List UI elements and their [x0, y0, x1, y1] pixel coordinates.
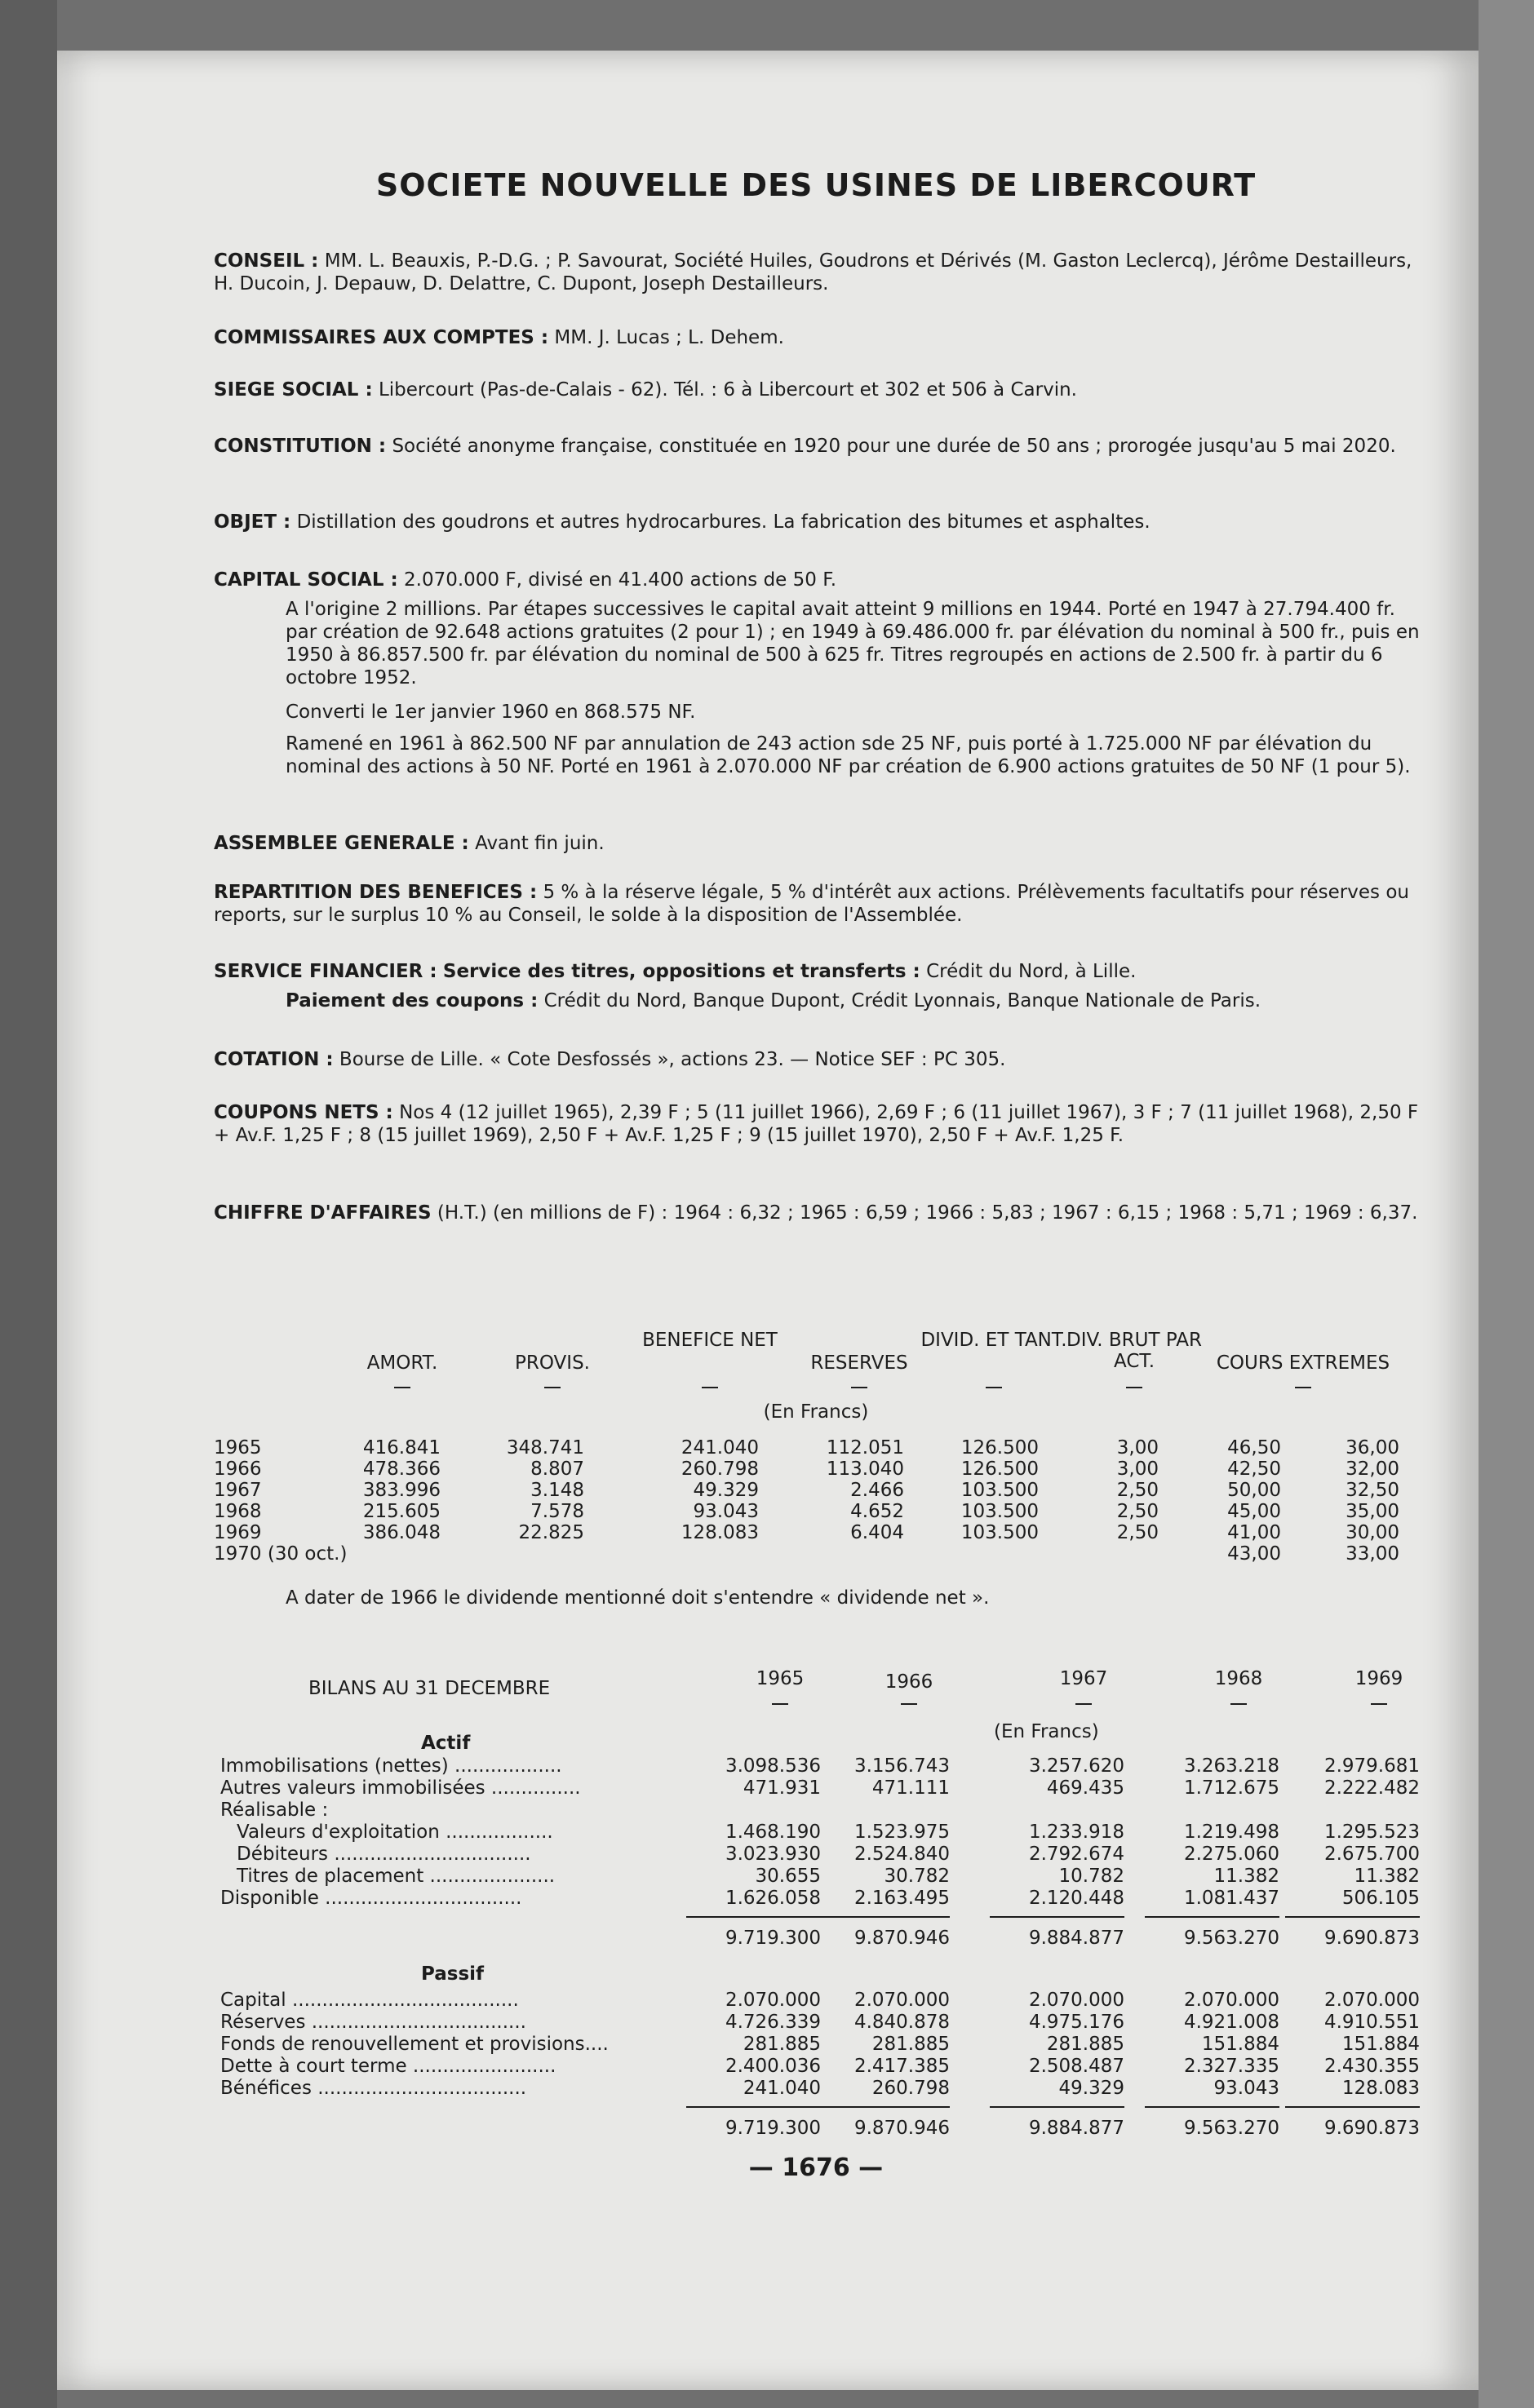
- subtotal-rule: [990, 2106, 1124, 2108]
- subtotal-rule: [686, 1916, 821, 1918]
- balance-cell: 11.382: [1354, 1866, 1420, 1887]
- year-header: 1965: [756, 1668, 805, 1689]
- table-cell: 3,00: [1116, 1459, 1159, 1480]
- balance-cell: 2.327.335: [1183, 2056, 1279, 2077]
- actif-total: 9.870.946: [853, 1928, 950, 1949]
- row-year: 1969: [214, 1522, 262, 1543]
- table-cell: 50,00: [1227, 1480, 1281, 1501]
- table-cell: 45,00: [1227, 1501, 1281, 1522]
- balance-cell: 93.043: [1213, 2078, 1279, 2099]
- balance-line-label: Bénéfices ...................................: [220, 2078, 527, 2099]
- balance-cell: 2.430.355: [1323, 2056, 1420, 2077]
- balance-cell: 2.070.000: [1183, 1990, 1279, 2011]
- section-constitution: [214, 435, 1420, 458]
- balance-cell: 2.524.840: [853, 1844, 950, 1865]
- section-commissaires: [214, 326, 1420, 349]
- header-dash: [702, 1387, 718, 1388]
- header-dash: [851, 1387, 867, 1388]
- actif-label: Actif: [421, 1733, 471, 1754]
- row-year: 1970 (30 oct.): [214, 1543, 348, 1565]
- header-dash: [394, 1387, 410, 1388]
- balance-cell: 2.792.674: [1028, 1844, 1124, 1865]
- balance-cell: 1.468.190: [725, 1821, 821, 1843]
- table-cell: 348.741: [506, 1437, 584, 1459]
- year-dash: [1075, 1703, 1092, 1705]
- table-header: AMORT.: [366, 1352, 438, 1374]
- header-dash: [986, 1387, 1002, 1388]
- table-cell: 215.605: [362, 1501, 441, 1522]
- balance-cell: 1.295.523: [1323, 1821, 1420, 1843]
- year-header: 1967: [1059, 1668, 1108, 1689]
- year-dash: [1371, 1703, 1387, 1705]
- balance-cell: 471.111: [871, 1777, 950, 1799]
- table-cell: 36,00: [1346, 1437, 1399, 1459]
- table-cell: 2,50: [1116, 1501, 1159, 1522]
- table-cell: 46,50: [1227, 1437, 1281, 1459]
- repartition-label: REPARTITION DES BENEFICES :: [214, 882, 538, 903]
- capital-reduction: Ramené en 1961 à 862.500 NF par annulation de 243 action sde 25 NF, puis porté à 1.725.000 NF par élévation du nominal des actions à 50 NF. Porté en 1961 à 2.070.000 NF par création de 6.900 actions gratuites de 50 NF (1 pour 5).: [286, 733, 1411, 777]
- table-cell: 49.329: [693, 1480, 759, 1501]
- row-year: 1967: [214, 1480, 262, 1501]
- passif-total: 9.719.300: [725, 2118, 821, 2139]
- balance-line-label: Réserves ....................................: [220, 2012, 526, 2033]
- table-cell: 103.500: [960, 1480, 1039, 1501]
- balance-line-label: Titres de placement .....................: [237, 1866, 556, 1887]
- balance-cell: 3.257.620: [1028, 1755, 1124, 1777]
- section-siege: [214, 378, 1420, 401]
- balance-line-label: Capital ......................................: [220, 1990, 519, 2011]
- year-dash: [1230, 1703, 1247, 1705]
- coupons-payment-label: Paiement des coupons :: [286, 990, 539, 1011]
- table-cell: 43,00: [1227, 1543, 1281, 1565]
- balance-cell: 1.523.975: [853, 1821, 950, 1843]
- actif-total: 9.690.873: [1323, 1928, 1420, 1949]
- balance-cell: 4.726.339: [725, 2012, 821, 2033]
- balance-line-label: Valeurs d'exploitation ..................: [237, 1821, 553, 1843]
- assemblee-label: ASSEMBLEE GENERALE :: [214, 833, 469, 854]
- capital-history: A l'origine 2 millions. Par étapes successives le capital avait atteint 9 millions en 1944. Porté en 1947 à 27.794.400 fr. par création de 92.648 actions gratuites (2 pour 1) ; en 1949 à 69.486.000 fr. par élévation du nominal à 500 fr., puis en 1950 à 86.857.500 fr. par élévation du nominal de 500 à 625 fr. Titres regroupés en actions de 2.500 fr. à partir du 6 octobre 1952.: [286, 599, 1420, 688]
- table-cell: 35,00: [1346, 1501, 1399, 1522]
- balance-cell: 260.798: [871, 2078, 950, 2099]
- table-cell: 126.500: [960, 1437, 1039, 1459]
- balance-line-label: Réalisable :: [220, 1799, 329, 1821]
- capital-conversion: Converti le 1er janvier 1960 en 868.575 NF.: [286, 702, 696, 723]
- subtotal-rule: [990, 1916, 1124, 1918]
- table-header: RESERVES: [810, 1352, 908, 1374]
- section-capital: [214, 569, 1420, 591]
- capital-label: CAPITAL SOCIAL :: [214, 569, 398, 591]
- balance-cell: 1.233.918: [1028, 1821, 1124, 1843]
- section-service: [214, 960, 1420, 983]
- table-cell: 2.466: [850, 1480, 904, 1501]
- subtotal-rule: [1285, 1916, 1420, 1918]
- balance-cell: 2.070.000: [725, 1990, 821, 2011]
- chiffre-text: (H.T.) (en millions de F) : 1964 : 6,32 ; 1965 : 6,59 ; 1966 : 5,83 ; 1967 : 6,15 ; 1968 : 5,71 ; 1969 : 6,37.: [437, 1202, 1418, 1224]
- table-cell: 2,50: [1116, 1522, 1159, 1543]
- actif-total: 9.719.300: [725, 1928, 821, 1949]
- balance-cell: 49.329: [1058, 2078, 1124, 2099]
- balance-cell: 2.070.000: [853, 1990, 950, 2011]
- table-cell: 32,00: [1346, 1459, 1399, 1480]
- table-header: COURS EXTREMES: [1216, 1352, 1390, 1374]
- table-cell: 93.043: [693, 1501, 759, 1522]
- table-cell: 32,50: [1346, 1480, 1399, 1501]
- table-cell: 112.051: [826, 1437, 904, 1459]
- table-cell: 7.578: [530, 1501, 584, 1522]
- page-number: — 1676 —: [748, 2153, 884, 2182]
- subtotal-rule: [1285, 2106, 1420, 2108]
- balance-cell: 3.098.536: [725, 1755, 821, 1777]
- header-dash: [1295, 1387, 1311, 1388]
- table-cell: 383.996: [362, 1480, 441, 1501]
- table-cell: 113.040: [826, 1459, 904, 1480]
- conseil-label: CONSEIL :: [214, 250, 319, 272]
- siege-text: Libercourt (Pas-de-Calais - 62). Tél. : 6 à Libercourt et 302 et 506 à Carvin.: [378, 379, 1077, 401]
- coupons-payment-text: Crédit du Nord, Banque Dupont, Crédit Lyonnais, Banque Nationale de Paris.: [543, 990, 1261, 1011]
- balance-cell: 2.508.487: [1028, 2056, 1124, 2077]
- balance-cell: 241.040: [743, 2078, 821, 2099]
- balance-cell: 151.884: [1201, 2034, 1279, 2055]
- table-cell: 416.841: [362, 1437, 441, 1459]
- table-cell: 478.366: [362, 1459, 441, 1480]
- balance-line-label: Débiteurs .................................: [237, 1844, 531, 1865]
- table-cell: 42,50: [1227, 1459, 1281, 1480]
- table-header: DIV. BRUT PAR ACT.: [1066, 1330, 1202, 1372]
- balance-cell: 4.975.176: [1028, 2012, 1124, 2033]
- balance-cell: 11.382: [1213, 1866, 1279, 1887]
- year-dash: [901, 1703, 917, 1705]
- capital-text: 2.070.000 F, divisé en 41.400 actions de 50 F.: [404, 569, 837, 591]
- table-cell: 386.048: [362, 1522, 441, 1543]
- row-year: 1966: [214, 1459, 262, 1480]
- balance-cell: 281.885: [743, 2034, 821, 2055]
- balance-cell: 2.163.495: [853, 1888, 950, 1909]
- passif-total: 9.690.873: [1323, 2118, 1420, 2139]
- balance-cell: 281.885: [871, 2034, 950, 2055]
- table-cell: 8.807: [530, 1459, 584, 1480]
- balance-cell: 1.081.437: [1183, 1888, 1279, 1909]
- year-header: 1968: [1214, 1668, 1263, 1689]
- service-coupons: [286, 989, 1420, 1012]
- table-cell: 126.500: [960, 1459, 1039, 1480]
- subtotal-rule: [1145, 2106, 1279, 2108]
- table-cell: 4.652: [850, 1501, 904, 1522]
- assemblee-text: Avant fin juin.: [475, 833, 605, 854]
- subtotal-rule: [1145, 1916, 1279, 1918]
- balance-line-label: Autres valeurs immobilisées ...............: [220, 1777, 581, 1799]
- repartition-text: 5 % à la réserve légale, 5 % d'intérêt aux actions. Prélèvements facultatifs pour réserves ou reports, sur le surplus 10 % au Conseil, le solde à la disposition de l'Assemblée.: [214, 882, 1409, 926]
- balance-cell: 2.417.385: [853, 2056, 950, 2077]
- balance-cell: 2.275.060: [1183, 1844, 1279, 1865]
- table-cell: 103.500: [960, 1501, 1039, 1522]
- balance-cell: 506.105: [1341, 1888, 1420, 1909]
- coupons-label: COUPONS NETS :: [214, 1102, 393, 1123]
- table-cell: 6.404: [850, 1522, 904, 1543]
- table-header: PROVIS.: [515, 1352, 590, 1374]
- table-header: BENEFICE NET: [642, 1330, 778, 1351]
- balance-cell: 128.083: [1341, 2078, 1420, 2099]
- balance-cell: 10.782: [1058, 1866, 1124, 1887]
- balance-line-label: Dette à court terme ........................: [220, 2056, 556, 2077]
- commissaires-label: COMMISSAIRES AUX COMPTES :: [214, 327, 549, 348]
- balance-cell: 1.626.058: [725, 1888, 821, 1909]
- passif-label: Passif: [421, 1963, 485, 1985]
- section-assemblee: [214, 832, 1420, 855]
- balance-cell: 2.979.681: [1323, 1755, 1420, 1777]
- header-dash: [1126, 1387, 1142, 1388]
- objet-label: OBJET :: [214, 511, 291, 533]
- commissaires-text: MM. J. Lucas ; L. Dehem.: [554, 327, 784, 348]
- balance-cell: 1.712.675: [1183, 1777, 1279, 1799]
- header-dash: [544, 1387, 561, 1388]
- table-cell: 33,00: [1346, 1543, 1399, 1565]
- balance-cell: 2.070.000: [1323, 1990, 1420, 2011]
- balance-cell: 2.120.448: [1028, 1888, 1124, 1909]
- section-chiffre: [214, 1202, 1420, 1224]
- section-objet: [214, 511, 1420, 533]
- scan-left-edge: [0, 0, 57, 2408]
- service-text: Crédit du Nord, à Lille.: [926, 961, 1137, 982]
- section-repartition: [214, 881, 1420, 927]
- service-label: SERVICE FINANCIER :: [214, 961, 437, 982]
- balance-unit: (En Francs): [994, 1721, 1099, 1742]
- cotation-text: Bourse de Lille. « Cote Desfossés », actions 23. — Notice SEF : PC 305.: [339, 1049, 1006, 1070]
- service-sublabel: Service des titres, oppositions et transferts :: [442, 961, 920, 982]
- year-dash: [772, 1703, 788, 1705]
- page-title: SOCIETE NOUVELLE DES USINES DE LIBERCOURT: [375, 167, 1257, 203]
- dividend-note: A dater de 1966 le dividende mentionné doit s'entendre « dividende net ».: [286, 1587, 990, 1609]
- actif-total: 9.563.270: [1183, 1928, 1279, 1949]
- year-header: 1966: [884, 1671, 933, 1693]
- balance-cell: 151.884: [1341, 2034, 1420, 2055]
- siege-label: SIEGE SOCIAL :: [214, 379, 373, 401]
- conseil-text: MM. L. Beauxis, P.-D.G. ; P. Savourat, Société Huiles, Goudrons et Dérivés (M. Gaston Leclercq), Jérôme Destailleurs, H. Ducoin, J. Depauw, D. Delattre, C. Dupont, Joseph Destailleurs.: [214, 250, 1412, 294]
- balance-cell: 469.435: [1046, 1777, 1124, 1799]
- balance-cell: 30.782: [884, 1866, 950, 1887]
- table-cell: 30,00: [1346, 1522, 1399, 1543]
- table-cell: 3,00: [1116, 1437, 1159, 1459]
- row-year: 1968: [214, 1501, 262, 1522]
- passif-total: 9.884.877: [1028, 2118, 1124, 2139]
- balance-cell: 3.156.743: [853, 1755, 950, 1777]
- balance-cell: 1.219.498: [1183, 1821, 1279, 1843]
- subtotal-rule: [815, 2106, 950, 2108]
- table-cell: 241.040: [681, 1437, 759, 1459]
- subtotal-rule: [686, 2106, 821, 2108]
- objet-text: Distillation des goudrons et autres hydrocarbures. La fabrication des bitumes et asphaltes.: [296, 511, 1150, 533]
- constitution-text: Société anonyme française, constituée en 1920 pour une durée de 50 ans ; prorogée jusqu'au 5 mai 2020.: [392, 436, 1396, 457]
- table-cell: 3.148: [530, 1480, 584, 1501]
- passif-total: 9.563.270: [1183, 2118, 1279, 2139]
- balance-cell: 4.910.551: [1323, 2012, 1420, 2033]
- table-cell: 2,50: [1116, 1480, 1159, 1501]
- balance-cell: 2.070.000: [1028, 1990, 1124, 2011]
- scan-next-page-edge: [1479, 0, 1534, 2408]
- balance-cell: 3.263.218: [1183, 1755, 1279, 1777]
- balance-cell: 281.885: [1046, 2034, 1124, 2055]
- table-cell: 41,00: [1227, 1522, 1281, 1543]
- balance-line-label: Immobilisations (nettes) ..................: [220, 1755, 562, 1777]
- balance-cell: 2.222.482: [1323, 1777, 1420, 1799]
- balance-cell: 3.023.930: [725, 1844, 821, 1865]
- passif-total: 9.870.946: [853, 2118, 950, 2139]
- balance-cell: 30.655: [755, 1866, 821, 1887]
- table-cell: 260.798: [681, 1459, 759, 1480]
- table-cell: 128.083: [681, 1522, 759, 1543]
- table-cell: 22.825: [518, 1522, 584, 1543]
- balance-title: BILANS AU 31 DECEMBRE: [308, 1678, 551, 1699]
- section-cotation: [214, 1048, 1420, 1071]
- row-year: 1965: [214, 1437, 262, 1459]
- year-header: 1969: [1354, 1668, 1403, 1689]
- section-conseil: [214, 250, 1420, 295]
- balance-cell: 2.400.036: [725, 2056, 821, 2077]
- balance-line-label: Disponible .................................: [220, 1888, 522, 1909]
- chiffre-label: CHIFFRE D'AFFAIRES: [214, 1202, 432, 1224]
- balance-cell: 471.931: [743, 1777, 821, 1799]
- section-coupons: [214, 1101, 1420, 1147]
- balance-cell: 4.840.878: [853, 2012, 950, 2033]
- balance-cell: 2.675.700: [1323, 1844, 1420, 1865]
- unit-label: (En Francs): [763, 1401, 869, 1423]
- balance-line-label: Fonds de renouvellement et provisions....: [220, 2034, 609, 2055]
- balance-cell: 4.921.008: [1183, 2012, 1279, 2033]
- coupons-text: Nos 4 (12 juillet 1965), 2,39 F ; 5 (11 juillet 1966), 2,69 F ; 6 (11 juillet 1967), 3 F ; 7 (11 juillet 1968), 2,50 F + Av.F. 1,25 F ; 8 (15 juillet 1969), 2,50 F + Av.F. 1,25 F ; 9 (15 juillet 1970), 2,50 F + Av.F. 1,25 F.: [214, 1102, 1419, 1146]
- actif-total: 9.884.877: [1028, 1928, 1124, 1949]
- constitution-label: CONSTITUTION :: [214, 436, 387, 457]
- table-header: DIVID. ET TANT.: [920, 1330, 1067, 1351]
- subtotal-rule: [815, 1916, 950, 1918]
- cotation-label: COTATION :: [214, 1049, 334, 1070]
- table-cell: 103.500: [960, 1522, 1039, 1543]
